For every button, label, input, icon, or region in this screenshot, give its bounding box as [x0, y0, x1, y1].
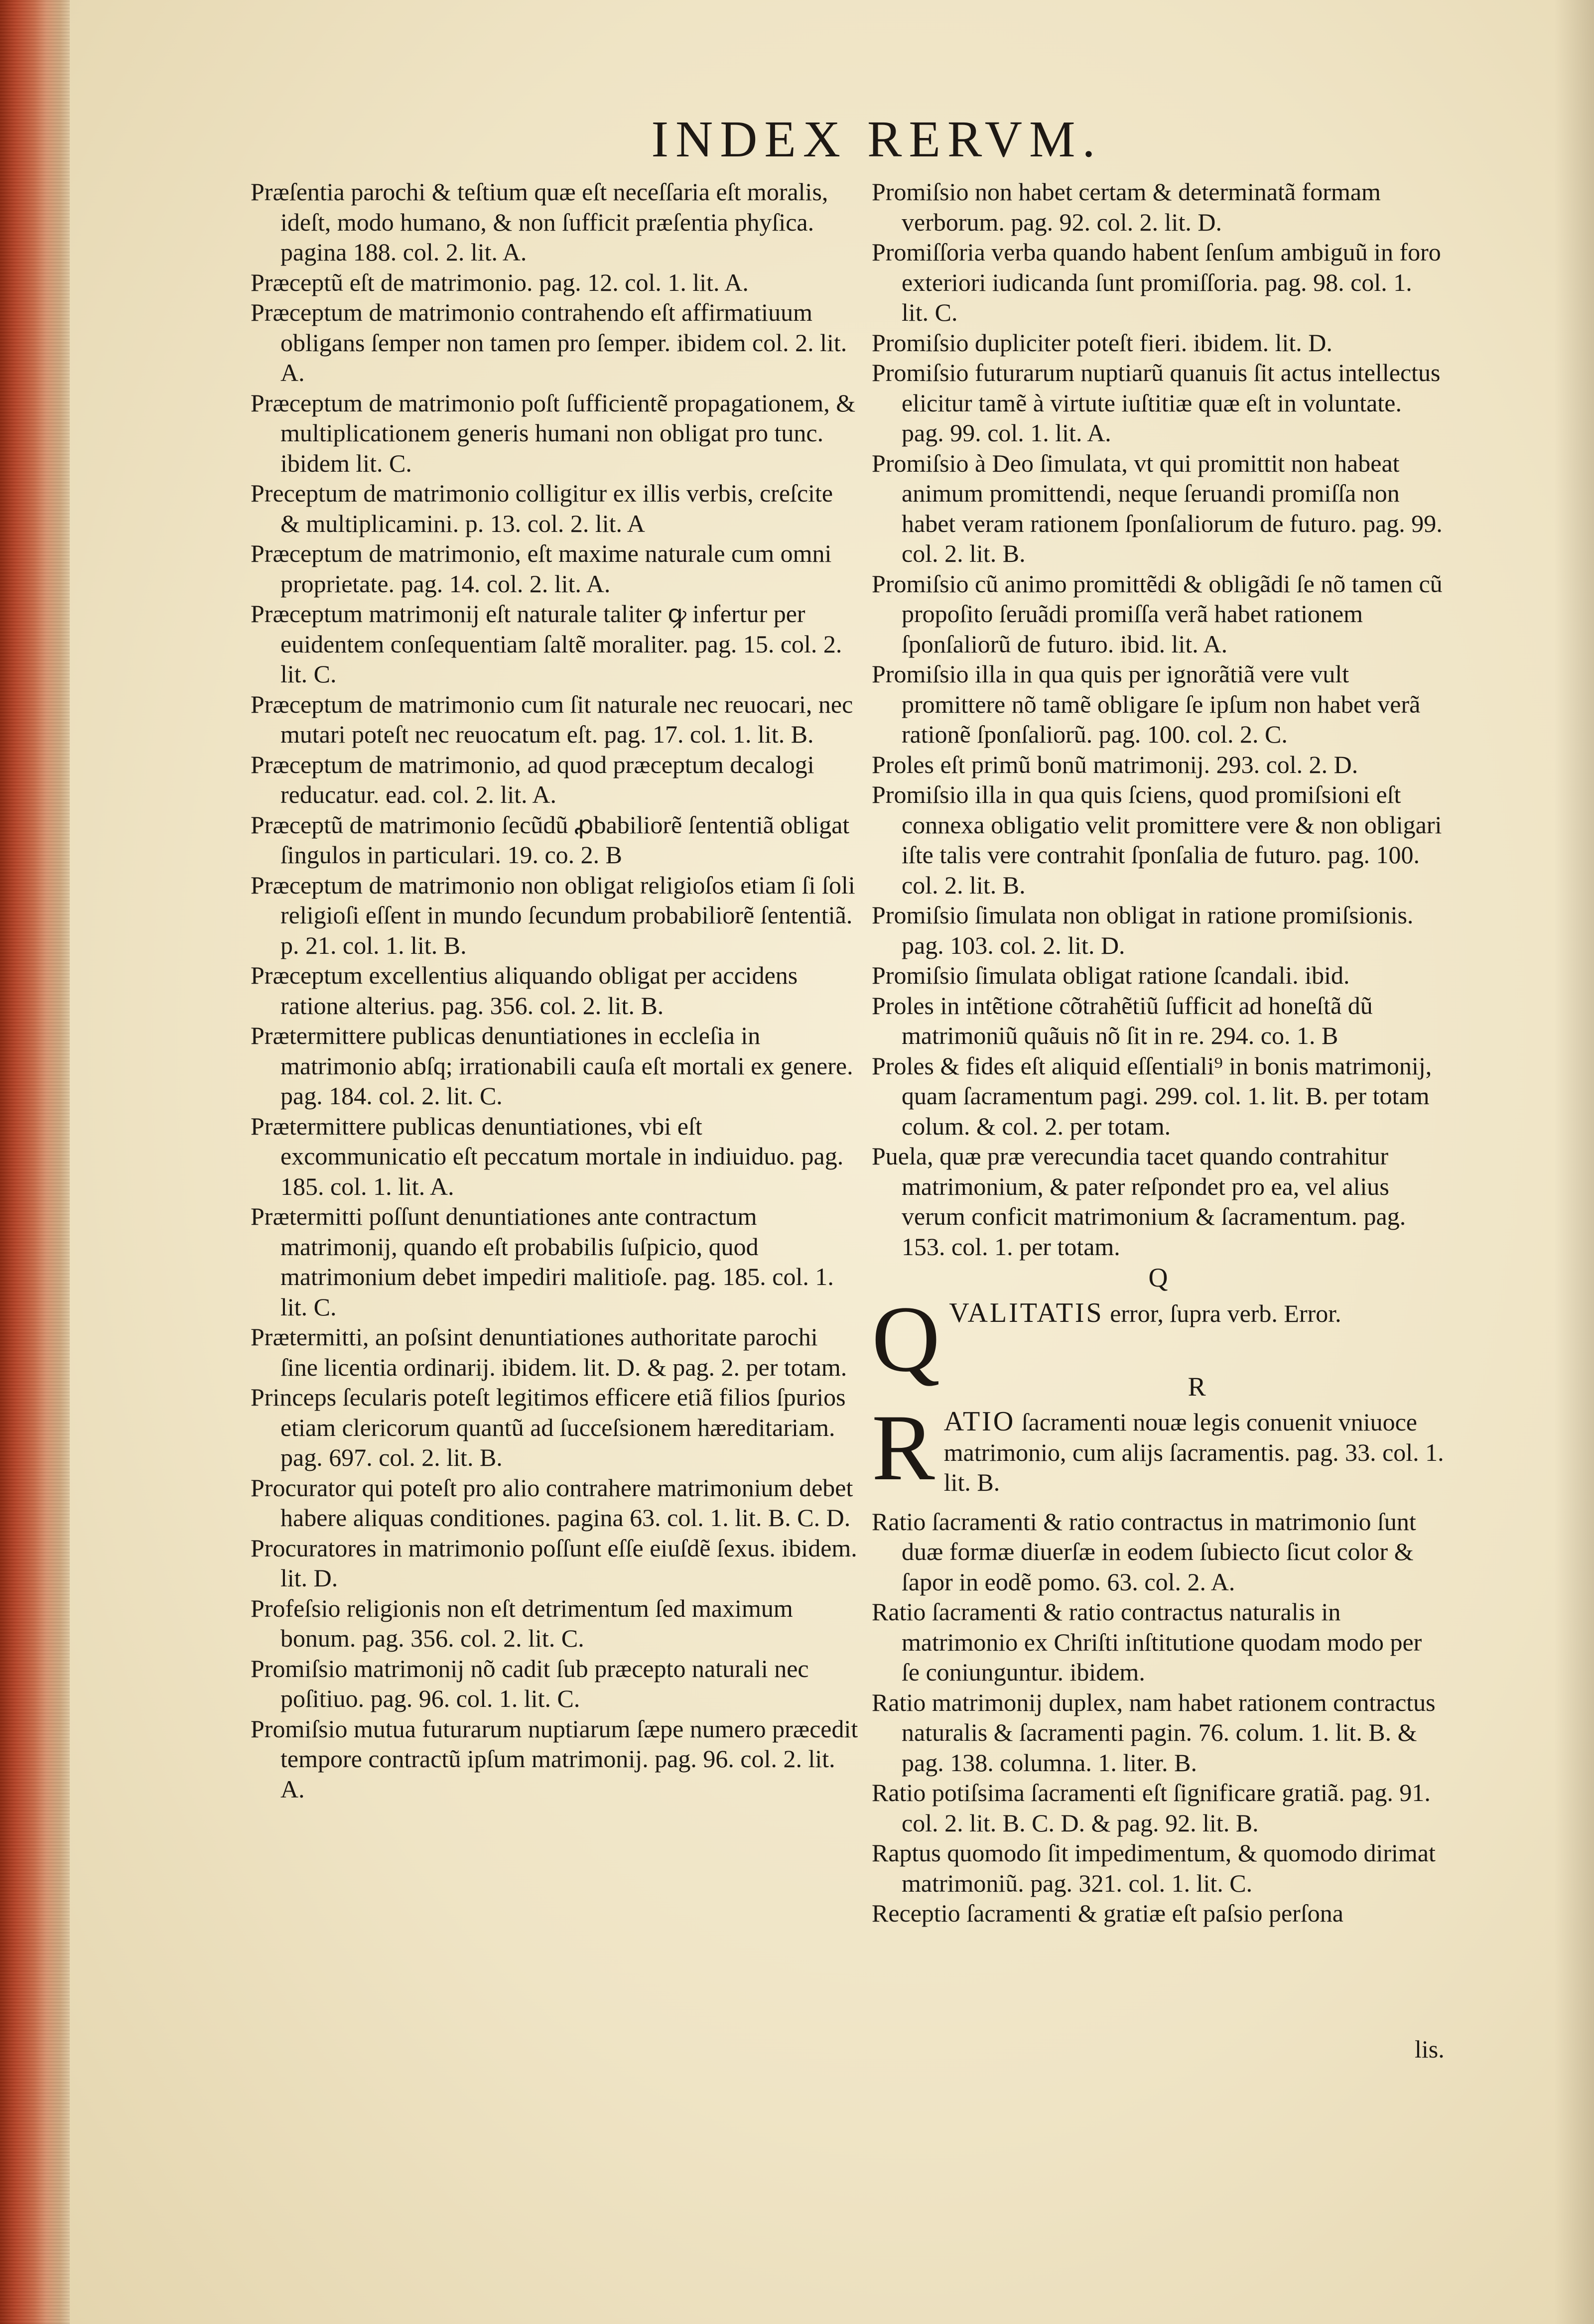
index-entry: Præceptum de matrimonio poſt ſufficientẽ propagationem, & multiplicationem generis humani non obligat pro tunc. ibidem lit. C.: [251, 388, 856, 477]
index-entry: Procuratores in matrimonio poſſunt eſſe eiuſdẽ ſexus. ibidem. lit. D.: [251, 1534, 857, 1592]
index-entry: Prætermittere publicas denuntiationes in eccleſia in matrimonio abſq; irrationabili cauſa eſt mortali ex genere. pag. 184. col. 2. lit. C.: [251, 1022, 853, 1110]
entry-q: [872, 1287, 1445, 1392]
page-edge: [0, 0, 75, 2324]
index-entry: Profeſsio religionis non eſt detrimentum ſed maximum bonum. pag. 356. col. 2. lit. C.: [251, 1594, 793, 1652]
entries-r: [872, 1507, 1445, 1929]
index-entry: Proles eſt primũ bonũ matrimonij. 293. col. 2. D.: [872, 750, 1358, 778]
entry-q-text: error, ſupra verb. Error.: [1103, 1299, 1341, 1327]
entry-r-lead: ATIO: [943, 1406, 1016, 1437]
index-entry: Prætermittere publicas denuntiationes, vbi eſt excommunicatio eſt peccatum mortale in indiuiduo. pag. 185. col. 1. lit. A.: [251, 1112, 844, 1200]
index-entry: Præſentia parochi & teſtium quæ eſt neceſſaria eſt moralis, ideſt, modo humano, & non ſufficit præſentia phyſica. pagina 188. col. 2. lit. A.: [251, 178, 828, 266]
index-entry: Promiſsio non habet certam & determinatã formam verborum. pag. 92. col. 2. lit. D.: [872, 178, 1381, 236]
index-entry: Promiſsio cũ animo promittẽdi & obligãdi ſe nõ tamen cũ propoſito ſeruãdi promiſſa verã habet rationem ſponſaliorũ de futuro. ibid. lit. A.: [872, 569, 1443, 658]
index-entry: Promiſsio mutua futurarum nuptiarum ſæpe numero præcedit tempore contractũ ipſum matrimonij. pag. 96. col. 2. lit. A.: [251, 1714, 858, 1803]
index-entry: Promiſsio à Deo ſimulata, vt qui promittit non habeat animum promittendi, neque ſeruandi promiſſa non habet veram rationem ſponſaliorum de futuro. pag. 99. col. 2. lit. B.: [872, 449, 1443, 567]
index-entry: Præceptũ de matrimonio ſecũdũ ꝓbabiliorẽ ſententiã obligat ſingulos in particulari. 19. co. 2. B: [251, 810, 850, 869]
index-entry: Promiſsio illa in qua quis per ignorãtiã vere vult promittere nõ tamẽ obligare ſe ipſum non habet verã rationẽ ſponſaliorũ. pag. 100. col. 2. C.: [872, 660, 1421, 748]
index-entry: Præceptum de matrimonio, ad quod præceptum decalogi reducatur. ead. col. 2. lit. A.: [251, 750, 814, 808]
index-entry: Promiſsio illa in qua quis ſciens, quod promiſsioni eſt connexa obligatio velit promittere vere & non obligari iſte talis vere contrahit ſponſalia de futuro. pag. 100. col. 2. lit. B.: [872, 780, 1442, 899]
index-entry: Prætermitti, an poſsint denuntiationes authoritate parochi ſine licentia ordinarij. ibidem. lit. D. & pag. 2. per totam.: [251, 1323, 847, 1381]
left-column: [251, 177, 858, 1804]
index-entry: Promiſſoria verba quando habent ſenſum ambiguũ in foro exteriori iudicanda ſunt promiſſoria. pag. 98. col. 1. lit. C.: [872, 238, 1441, 326]
drop-cap-r: R: [872, 1396, 935, 1500]
index-entry: Proles in intẽtione cõtrahẽtiũ ſufficit ad honeſtã dũ matrimoniũ quãuis nõ ſit in re. 294. co. 1. B: [872, 991, 1373, 1049]
entries-p: [872, 177, 1445, 1262]
index-entry: Promiſsio matrimonij nõ cadit ſub præcepto naturali nec poſitiuo. pag. 96. col. 1. lit. C.: [251, 1654, 809, 1712]
index-entry: Procurator qui poteſt pro alio contrahere matrimonium debet habere aliquas conditiones. pagina 63. col. 1. lit. B. C. D.: [251, 1473, 853, 1532]
page-title: INDEX RERVM.: [651, 111, 1102, 168]
index-entry: Præceptum matrimonij eſt naturale taliter ꝙ infertur per euidentem conſequentiam ſaltẽ moraliter. pag. 15. col. 2. lit. C.: [251, 600, 842, 688]
index-entry: Ratio potiſsima ſacramenti eſt ſignificare gratiã. pag. 91. col. 2. lit. B. C. D. & pag. 92. lit. B.: [872, 1779, 1431, 1837]
index-entry: Præceptũ eſt de matrimonio. pag. 12. col. 1. lit. A.: [251, 268, 749, 296]
index-entry: Promiſsio ſimulata non obligat in ratione promiſsionis. pag. 103. col. 2. lit. D.: [872, 901, 1414, 959]
index-entry: Proles & fides eſt aliquid eſſentiali⁹ in bonis matrimonij, quam ſacramentum pagi. 299. col. 1. lit. B. per totam colum. & col. 2. per totam.: [872, 1051, 1432, 1140]
drop-cap-q: Q: [872, 1287, 940, 1392]
index-entry: Præceptum de matrimonio non obligat religioſos etiam ſi ſoli religioſi eſſent in mundo ſecundum probabiliorẽ ſententiã. p. 21. col. 1. lit. B.: [251, 871, 855, 959]
index-entry: Promiſsio ſimulata obligat ratione ſcandali. ibid.: [872, 961, 1350, 989]
index-entry: Prætermitti poſſunt denuntiationes ante contractum matrimonij, quando eſt probabilis ſuſpicio, quod matrimonium debet impediri malitioſe. pag. 185. col. 1. lit. C.: [251, 1202, 834, 1321]
section-letter-q: Q: [1148, 1263, 1168, 1292]
index-entry: Præceptum de matrimonio contrahendo eſt affirmatiuum obligans ſemper non tamen pro ſemper. ibidem col. 2. lit. A.: [251, 298, 847, 387]
index-entry: Preceptum de matrimonio colligitur ex illis verbis, creſcite & multiplicamini. p. 13. col. 2. lit. A: [251, 479, 833, 537]
index-entry: Raptus quomodo ſit impedimentum, & quomodo dirimat matrimoniũ. pag. 321. col. 1. lit. C.: [872, 1839, 1436, 1897]
index-entry: Puela, quæ præ verecundia tacet quando contrahitur matrimonium, & pater reſpondet pro ea, vel alius verum conficit matrimonium & ſacramentum. pag. 153. col. 1. per totam.: [872, 1142, 1406, 1261]
entry-r-text: ſacramenti nouæ legis conuenit vniuoce matrimonio, cum alijs ſacramentis. pag. 33. col. 1. lit. B.: [943, 1408, 1444, 1496]
index-entry: Præceptum excellentius aliquando obligat per accidens ratione alterius. pag. 356. col. 2. lit. B.: [251, 961, 798, 1020]
index-entry: Princeps ſecularis poteſt legitimos efficere etiã filios ſpurios etiam clericorum quantũ ad ſucceſsionem hæreditariam. pag. 697. col. 2. lit. B.: [251, 1383, 846, 1471]
index-entry: Receptio ſacramenti & gratiæ eſt paſsio perſona: [872, 1899, 1343, 1927]
section-letter-r: R: [1188, 1371, 1206, 1402]
index-entry: Ratio ſacramenti & ratio contractus in matrimonio ſunt duæ formæ diuerſæ in eodem ſubiecto ſicut color & ſapor in eodẽ pomo. 63. col. 2. A.: [872, 1507, 1416, 1596]
index-entry: Promiſsio futurarum nuptiarũ quanuis ſit actus intellectus elicitur tamẽ à virtute iuſtitiæ quæ eſt in voluntate. pag. 99. col. 1. lit. A.: [872, 359, 1441, 447]
right-column: [872, 177, 1445, 1929]
index-entry: Ratio ſacramenti & ratio contractus naturalis in matrimonio ex Chriſti inſtitutione quodam modo per ſe coniunguntur. ibidem.: [872, 1598, 1422, 1686]
entry-r: [872, 1396, 1445, 1500]
index-entry: Præceptum de matrimonio, eſt maxime naturale cum omni proprietate. pag. 14. col. 2. lit. A.: [251, 539, 832, 598]
index-entry: Ratio matrimonij duplex, nam habet rationem contractus naturalis & ſacramenti pagin. 76. colum. 1. lit. B. & pag. 138. columna. 1. liter. B.: [872, 1688, 1436, 1777]
page-shadow: [1554, 0, 1594, 2324]
index-entry: Præceptum de matrimonio cum ſit naturale nec reuocari, nec mutari poteſt nec reuocatum eſt. pag. 17. col. 1. lit. B.: [251, 690, 853, 748]
index-entry: Promiſsio dupliciter poteſt fieri. ibidem. lit. D.: [872, 328, 1332, 357]
entry-q-lead: VALITATIS: [949, 1297, 1104, 1328]
catchword: lis.: [1415, 2035, 1445, 2063]
